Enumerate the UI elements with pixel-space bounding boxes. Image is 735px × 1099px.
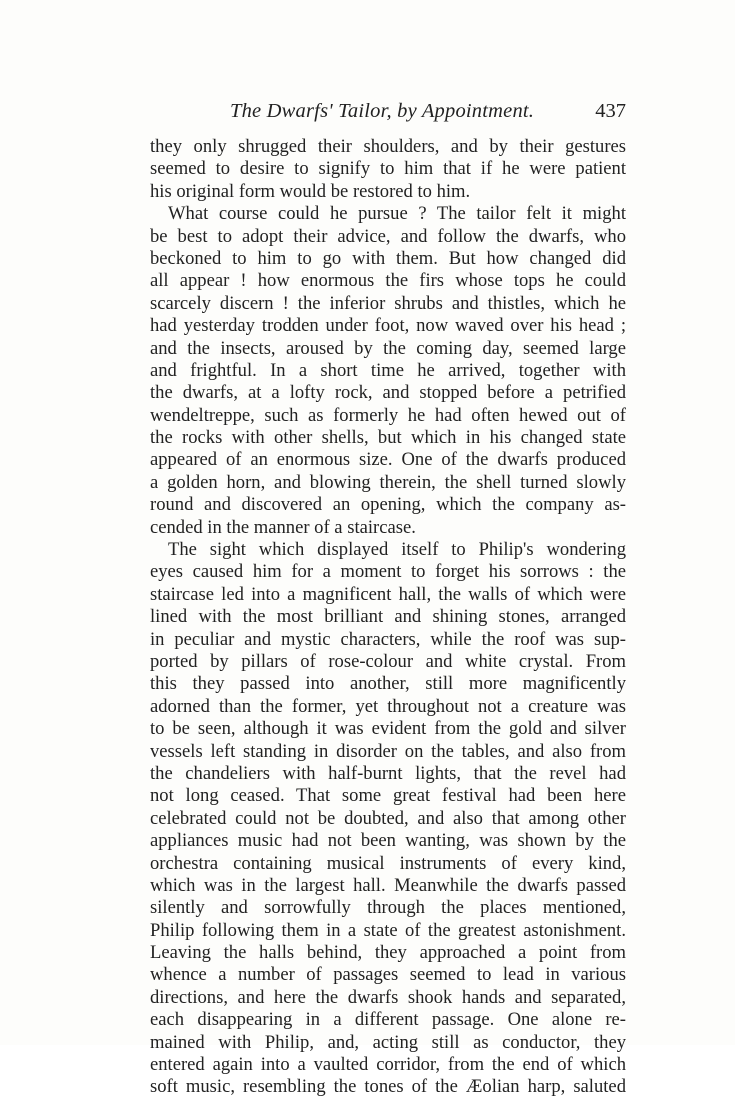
page-number: 437 xyxy=(595,100,626,122)
text-line: Leaving the halls behind, they approached a point from xyxy=(150,942,626,964)
text-line: eyes caused him for a moment to forget his sorrows : the xyxy=(150,561,626,583)
text-line: his original form would be restored to him. xyxy=(150,180,471,202)
text-line: the rocks with other shells, but which in his changed state xyxy=(150,427,626,449)
text-line: directions, and here the dwarfs shook hands and separated, xyxy=(150,986,626,1008)
text-line: scarcely discern ! the inferior shrubs and thistles, which he xyxy=(150,292,626,314)
text-line: silently and sorrowfully through the places mentioned, xyxy=(150,897,626,919)
text-line: Philip following them in a state of the greatest astonishment. xyxy=(150,919,626,941)
text-line: staircase led into a magnificent hall, the walls of which were xyxy=(150,583,626,605)
text-line: entered again into a vaulted corridor, from the end of which xyxy=(150,1054,626,1076)
text-line: in peculiar and mystic characters, while the roof was sup- xyxy=(150,628,626,650)
text-line: orchestra containing musical instruments of every kind, xyxy=(150,852,626,874)
text-line: a golden horn, and blowing therein, the shell turned slowly xyxy=(150,471,626,493)
running-head xyxy=(150,100,626,130)
text-line: and the insects, aroused by the coming day, seemed large xyxy=(150,337,626,359)
text-line: adorned than the former, yet throughout not a creature was xyxy=(150,695,626,717)
text-line: the chandeliers with half-burnt lights, that the revel had xyxy=(150,762,626,784)
text-line: cended in the manner of a staircase. xyxy=(150,516,416,538)
text-line: ported by pillars of rose-colour and white crystal. From xyxy=(150,650,626,672)
text-line: each disappearing in a different passage. One alone re- xyxy=(150,1009,626,1031)
text-line: whence a number of passages seemed to lead in various xyxy=(150,964,626,986)
text-line: wendeltreppe, such as formerly he had often hewed out of xyxy=(150,404,626,426)
text-line: appliances music had not been wanting, was shown by the xyxy=(150,830,626,852)
text-line: What course could he pursue ? The tailor felt it might xyxy=(168,203,626,225)
text-line: lined with the most brilliant and shining stones, arranged xyxy=(150,606,626,628)
text-line: to be seen, although it was evident from the gold and silver xyxy=(150,718,626,740)
text-line: The sight which displayed itself to Philip's wondering xyxy=(168,539,626,561)
text-line: appeared of an enormous size. One of the dwarfs produced xyxy=(150,449,626,471)
text-line: seemed to desire to signify to him that if he were patient xyxy=(150,158,626,180)
text-line: round and discovered an opening, which the company as- xyxy=(150,494,626,516)
text-line: be best to adopt their advice, and follow the dwarfs, who xyxy=(150,225,626,247)
text-line: the dwarfs, at a lofty rock, and stopped before a petrified xyxy=(150,382,626,404)
text-line: they only shrugged their shoulders, and by their gestures xyxy=(150,136,626,157)
text-line: mained with Philip, and, acting still as conductor, they xyxy=(150,1031,626,1053)
body-text xyxy=(150,136,626,1099)
text-line: and frightful. In a short time he arrived, together with xyxy=(150,359,626,381)
text-line: beckoned to him to go with them. But how changed did xyxy=(150,247,626,269)
text-line: vessels left standing in disorder on the tables, and also from xyxy=(150,740,626,762)
text-line: celebrated could not be doubted, and also that among other xyxy=(150,807,626,829)
running-title: The Dwarfs' Tailor, by Appointment. xyxy=(230,100,535,122)
text-line: soft music, resembling the tones of the Æolian harp, saluted xyxy=(150,1076,626,1098)
text-line: had yesterday trodden under foot, now waved over his head ; xyxy=(150,315,626,337)
text-line: all appear ! how enormous the firs whose tops he could xyxy=(150,270,626,292)
text-line: this they passed into another, still more magnificently xyxy=(150,673,626,695)
text-line: not long ceased. That some great festival had been here xyxy=(150,785,626,807)
text-line: which was in the largest hall. Meanwhile the dwarfs passed xyxy=(150,874,626,896)
